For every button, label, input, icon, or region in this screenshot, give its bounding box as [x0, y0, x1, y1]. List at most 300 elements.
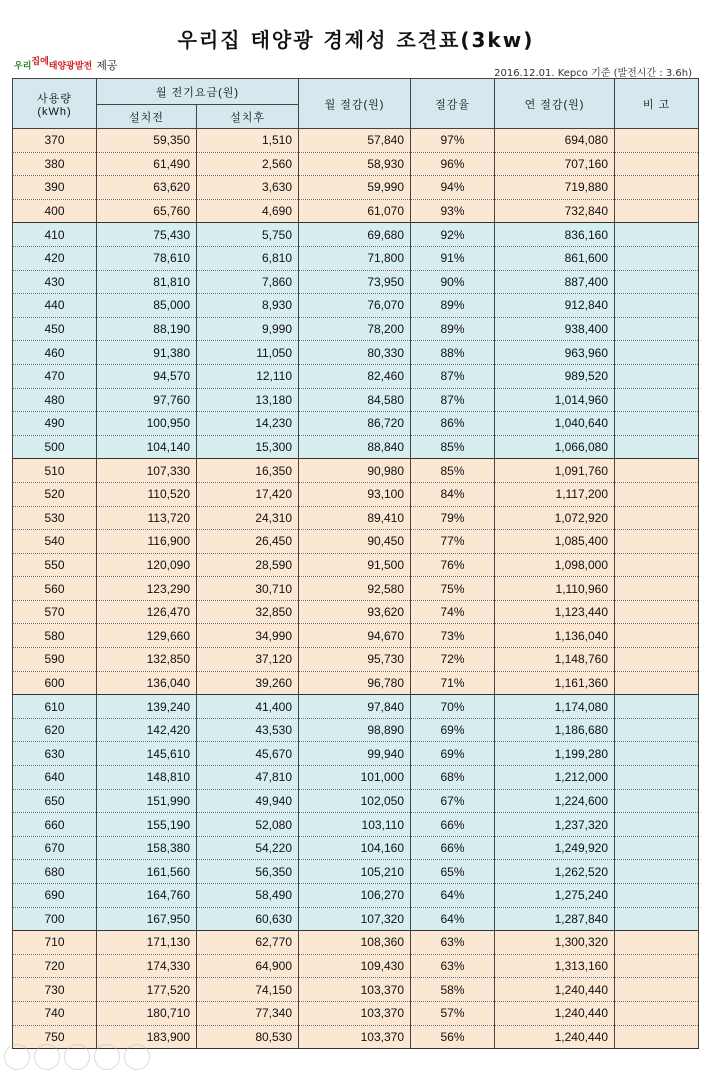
cell-usage: 500: [13, 435, 97, 459]
cell-after: 64,900: [197, 954, 299, 978]
cell-saving-rate: 64%: [411, 907, 495, 931]
cell-after: 34,990: [197, 624, 299, 648]
cell-after: 16,350: [197, 459, 299, 483]
cell-before: 151,990: [97, 789, 197, 813]
cell-after: 13,180: [197, 388, 299, 412]
cell-usage: 670: [13, 836, 97, 860]
cell-after: 9,990: [197, 317, 299, 341]
basis-note: 2016.12.01. Kepco 기준 (발전시간 : 3.6h): [494, 68, 692, 79]
table-row: [13, 530, 699, 554]
cell-before: 139,240: [97, 695, 197, 719]
cell-usage: 720: [13, 954, 97, 978]
cell-annual-saving: 1,110,960: [495, 577, 615, 601]
cell-monthly-saving: 103,370: [299, 1001, 411, 1025]
cell-annual-saving: 707,160: [495, 152, 615, 176]
cell-before: 81,810: [97, 270, 197, 294]
cell-usage: 630: [13, 742, 97, 766]
cell-before: 174,330: [97, 954, 197, 978]
cell-note: [615, 907, 699, 931]
cell-saving-rate: 93%: [411, 199, 495, 223]
cell-after: 58,490: [197, 884, 299, 908]
cell-note: [615, 435, 699, 459]
cell-before: 94,570: [97, 364, 197, 388]
logo-text-1: 우리: [14, 61, 32, 72]
cell-monthly-saving: 90,450: [299, 530, 411, 554]
cell-annual-saving: 1,313,160: [495, 954, 615, 978]
cell-annual-saving: 1,212,000: [495, 766, 615, 790]
cell-annual-saving: 1,240,440: [495, 1025, 615, 1049]
cell-saving-rate: 89%: [411, 317, 495, 341]
table-row: [13, 789, 699, 813]
table-header: [13, 79, 699, 129]
cell-usage: 510: [13, 459, 97, 483]
cell-before: 129,660: [97, 624, 197, 648]
cell-note: [615, 577, 699, 601]
cell-after: 12,110: [197, 364, 299, 388]
cell-monthly-saving: 61,070: [299, 199, 411, 223]
cell-before: 120,090: [97, 553, 197, 577]
cell-annual-saving: 1,249,920: [495, 836, 615, 860]
cell-before: 88,190: [97, 317, 197, 341]
cell-note: [615, 813, 699, 837]
cell-note: [615, 176, 699, 200]
cell-annual-saving: 732,840: [495, 199, 615, 223]
cell-after: 62,770: [197, 931, 299, 955]
cell-annual-saving: 1,161,360: [495, 671, 615, 695]
cell-before: 63,620: [97, 176, 197, 200]
cell-annual-saving: 887,400: [495, 270, 615, 294]
cell-usage: 600: [13, 671, 97, 695]
table-row: [13, 577, 699, 601]
cell-note: [615, 506, 699, 530]
cell-note: [615, 836, 699, 860]
cell-usage: 550: [13, 553, 97, 577]
cell-note: [615, 553, 699, 577]
cell-after: 3,630: [197, 176, 299, 200]
cell-monthly-saving: 107,320: [299, 907, 411, 931]
cell-before: 91,380: [97, 341, 197, 365]
cell-annual-saving: 1,085,400: [495, 530, 615, 554]
cell-usage: 400: [13, 199, 97, 223]
cell-after: 11,050: [197, 341, 299, 365]
cell-note: [615, 530, 699, 554]
cell-monthly-saving: 101,000: [299, 766, 411, 790]
cell-annual-saving: 1,117,200: [495, 482, 615, 506]
cell-before: 78,610: [97, 246, 197, 270]
cell-after: 43,530: [197, 718, 299, 742]
logo-text-3: 태양광발전: [48, 61, 93, 72]
table-row: [13, 1001, 699, 1025]
cell-note: [615, 718, 699, 742]
cell-monthly-saving: 105,210: [299, 860, 411, 884]
cell-after: 74,150: [197, 978, 299, 1002]
logo-text-2: 집에: [31, 57, 49, 67]
cell-after: 32,850: [197, 600, 299, 624]
cell-after: 24,310: [197, 506, 299, 530]
table-row: [13, 836, 699, 860]
cell-saving-rate: 85%: [411, 459, 495, 483]
cell-annual-saving: 1,136,040: [495, 624, 615, 648]
cell-note: [615, 766, 699, 790]
header-note: 비 고: [615, 79, 699, 129]
cell-after: 2,560: [197, 152, 299, 176]
cell-after: 45,670: [197, 742, 299, 766]
faint-icon: [94, 1044, 120, 1070]
cell-monthly-saving: 93,620: [299, 600, 411, 624]
table-row: [13, 648, 699, 672]
cell-note: [615, 624, 699, 648]
cell-monthly-saving: 109,430: [299, 954, 411, 978]
cell-before: 100,950: [97, 412, 197, 436]
cell-annual-saving: 963,960: [495, 341, 615, 365]
cell-saving-rate: 56%: [411, 1025, 495, 1049]
cell-monthly-saving: 88,840: [299, 435, 411, 459]
header-annual-saving: 연 절감(원): [495, 79, 615, 129]
cell-saving-rate: 58%: [411, 978, 495, 1002]
cell-note: [615, 1001, 699, 1025]
cell-note: [615, 600, 699, 624]
table-row: [13, 742, 699, 766]
cell-annual-saving: 1,123,440: [495, 600, 615, 624]
table-row: [13, 600, 699, 624]
cell-note: [615, 270, 699, 294]
cell-usage: 490: [13, 412, 97, 436]
faint-overlay-icons: [4, 1044, 154, 1076]
cell-saving-rate: 76%: [411, 553, 495, 577]
cell-note: [615, 294, 699, 318]
cell-saving-rate: 69%: [411, 718, 495, 742]
cell-monthly-saving: 108,360: [299, 931, 411, 955]
cell-note: [615, 199, 699, 223]
cell-before: 116,900: [97, 530, 197, 554]
cell-after: 80,530: [197, 1025, 299, 1049]
cell-before: 132,850: [97, 648, 197, 672]
cell-note: [615, 317, 699, 341]
cell-before: 155,190: [97, 813, 197, 837]
cell-monthly-saving: 69,680: [299, 223, 411, 247]
cell-saving-rate: 96%: [411, 152, 495, 176]
cell-annual-saving: 1,014,960: [495, 388, 615, 412]
cell-before: 104,140: [97, 435, 197, 459]
table-row: [13, 931, 699, 955]
cell-usage: 620: [13, 718, 97, 742]
page-title: 우리집 태양광 경제성 조견표(3kw): [177, 28, 535, 52]
cell-monthly-saving: 89,410: [299, 506, 411, 530]
cell-monthly-saving: 95,730: [299, 648, 411, 672]
table-row: [13, 954, 699, 978]
cell-before: 85,000: [97, 294, 197, 318]
cell-note: [615, 931, 699, 955]
cell-before: 113,720: [97, 506, 197, 530]
cell-monthly-saving: 96,780: [299, 671, 411, 695]
cell-usage: 450: [13, 317, 97, 341]
faint-icon: [4, 1044, 30, 1070]
cell-annual-saving: 1,098,000: [495, 553, 615, 577]
cell-monthly-saving: 91,500: [299, 553, 411, 577]
cell-monthly-saving: 78,200: [299, 317, 411, 341]
cell-note: [615, 978, 699, 1002]
cell-after: 1,510: [197, 129, 299, 153]
cell-after: 15,300: [197, 435, 299, 459]
cell-annual-saving: 1,072,920: [495, 506, 615, 530]
cell-monthly-saving: 80,330: [299, 341, 411, 365]
provider-logo: [14, 55, 118, 74]
cell-note: [615, 364, 699, 388]
cell-monthly-saving: 97,840: [299, 695, 411, 719]
cell-monthly-saving: 94,670: [299, 624, 411, 648]
cell-saving-rate: 63%: [411, 954, 495, 978]
cell-annual-saving: 861,600: [495, 246, 615, 270]
cell-monthly-saving: 102,050: [299, 789, 411, 813]
cell-annual-saving: 989,520: [495, 364, 615, 388]
cell-monthly-saving: 103,370: [299, 1025, 411, 1049]
cell-after: 17,420: [197, 482, 299, 506]
cell-note: [615, 459, 699, 483]
cell-monthly-saving: 59,990: [299, 176, 411, 200]
cell-after: 60,630: [197, 907, 299, 931]
table-row: [13, 884, 699, 908]
faint-icon: [124, 1044, 150, 1070]
cell-saving-rate: 90%: [411, 270, 495, 294]
cell-usage: 480: [13, 388, 97, 412]
cell-saving-rate: 94%: [411, 176, 495, 200]
cell-monthly-saving: 84,580: [299, 388, 411, 412]
cell-monthly-saving: 58,930: [299, 152, 411, 176]
cell-after: 37,120: [197, 648, 299, 672]
cell-note: [615, 860, 699, 884]
cell-saving-rate: 70%: [411, 695, 495, 719]
cell-before: 142,420: [97, 718, 197, 742]
cell-annual-saving: 1,148,760: [495, 648, 615, 672]
cell-usage: 520: [13, 482, 97, 506]
cell-saving-rate: 97%: [411, 129, 495, 153]
cell-annual-saving: 938,400: [495, 317, 615, 341]
cell-note: [615, 1025, 699, 1049]
cell-usage: 680: [13, 860, 97, 884]
cell-after: 52,080: [197, 813, 299, 837]
cell-annual-saving: 1,287,840: [495, 907, 615, 931]
cell-usage: 370: [13, 129, 97, 153]
header-usage-label: 사용량: [37, 92, 72, 105]
cell-usage: 440: [13, 294, 97, 318]
cell-annual-saving: 1,224,600: [495, 789, 615, 813]
cell-after: 5,750: [197, 223, 299, 247]
header-after: 설치후: [197, 105, 299, 129]
cell-note: [615, 412, 699, 436]
cell-before: 136,040: [97, 671, 197, 695]
cell-usage: 460: [13, 341, 97, 365]
economics-table: [12, 78, 699, 1049]
table-row: [13, 223, 699, 247]
cell-note: [615, 152, 699, 176]
table-row: [13, 129, 699, 153]
header-monthly-bill: 월 전기요금(원): [97, 79, 299, 105]
cell-after: 77,340: [197, 1001, 299, 1025]
header-saving-rate: 절감율: [411, 79, 495, 129]
table-row: [13, 176, 699, 200]
cell-note: [615, 695, 699, 719]
cell-usage: 730: [13, 978, 97, 1002]
cell-annual-saving: 1,186,680: [495, 718, 615, 742]
cell-saving-rate: 91%: [411, 246, 495, 270]
cell-before: 75,430: [97, 223, 197, 247]
cell-note: [615, 482, 699, 506]
table-row: [13, 341, 699, 365]
table-row: [13, 317, 699, 341]
cell-usage: 690: [13, 884, 97, 908]
faint-icon: [64, 1044, 90, 1070]
cell-before: 180,710: [97, 1001, 197, 1025]
cell-note: [615, 341, 699, 365]
cell-before: 123,290: [97, 577, 197, 601]
cell-before: 148,810: [97, 766, 197, 790]
cell-saving-rate: 88%: [411, 341, 495, 365]
header-usage-unit: (kWh): [37, 105, 72, 118]
cell-before: 107,330: [97, 459, 197, 483]
cell-before: 164,760: [97, 884, 197, 908]
cell-annual-saving: 1,275,240: [495, 884, 615, 908]
table-row: [13, 907, 699, 931]
cell-monthly-saving: 99,940: [299, 742, 411, 766]
cell-usage: 410: [13, 223, 97, 247]
cell-before: 65,760: [97, 199, 197, 223]
cell-saving-rate: 85%: [411, 435, 495, 459]
cell-usage: 570: [13, 600, 97, 624]
cell-saving-rate: 92%: [411, 223, 495, 247]
cell-annual-saving: 694,080: [495, 129, 615, 153]
cell-after: 8,930: [197, 294, 299, 318]
cell-saving-rate: 74%: [411, 600, 495, 624]
cell-before: 126,470: [97, 600, 197, 624]
cell-note: [615, 954, 699, 978]
table-row: [13, 813, 699, 837]
cell-usage: 420: [13, 246, 97, 270]
cell-before: 59,350: [97, 129, 197, 153]
table-row: [13, 624, 699, 648]
cell-saving-rate: 87%: [411, 364, 495, 388]
cell-saving-rate: 64%: [411, 884, 495, 908]
cell-before: 110,520: [97, 482, 197, 506]
cell-monthly-saving: 103,110: [299, 813, 411, 837]
cell-monthly-saving: 103,370: [299, 978, 411, 1002]
cell-usage: 610: [13, 695, 97, 719]
cell-note: [615, 789, 699, 813]
cell-saving-rate: 71%: [411, 671, 495, 695]
cell-before: 183,900: [97, 1025, 197, 1049]
cell-before: 158,380: [97, 836, 197, 860]
cell-usage: 740: [13, 1001, 97, 1025]
cell-after: 47,810: [197, 766, 299, 790]
cell-before: 167,950: [97, 907, 197, 931]
cell-annual-saving: 1,240,440: [495, 978, 615, 1002]
cell-before: 171,130: [97, 931, 197, 955]
table-row: [13, 199, 699, 223]
table-row: [13, 978, 699, 1002]
cell-monthly-saving: 98,890: [299, 718, 411, 742]
cell-annual-saving: 1,174,080: [495, 695, 615, 719]
cell-monthly-saving: 90,980: [299, 459, 411, 483]
cell-note: [615, 648, 699, 672]
cell-usage: 640: [13, 766, 97, 790]
table-row: [13, 388, 699, 412]
cell-usage: 380: [13, 152, 97, 176]
cell-annual-saving: 1,040,640: [495, 412, 615, 436]
table-row: [13, 860, 699, 884]
cell-saving-rate: 63%: [411, 931, 495, 955]
table-row: [13, 671, 699, 695]
cell-note: [615, 884, 699, 908]
cell-usage: 710: [13, 931, 97, 955]
cell-after: 54,220: [197, 836, 299, 860]
cell-after: 56,350: [197, 860, 299, 884]
cell-note: [615, 388, 699, 412]
cell-saving-rate: 86%: [411, 412, 495, 436]
cell-monthly-saving: 76,070: [299, 294, 411, 318]
cell-after: 7,860: [197, 270, 299, 294]
table-row: [13, 482, 699, 506]
cell-usage: 470: [13, 364, 97, 388]
cell-saving-rate: 68%: [411, 766, 495, 790]
table-row: [13, 364, 699, 388]
cell-saving-rate: 66%: [411, 813, 495, 837]
cell-before: 161,560: [97, 860, 197, 884]
table-row: [13, 246, 699, 270]
header-monthly-saving: 월 절감(원): [299, 79, 411, 129]
cell-after: 28,590: [197, 553, 299, 577]
cell-note: [615, 671, 699, 695]
cell-annual-saving: 1,237,320: [495, 813, 615, 837]
cell-saving-rate: 75%: [411, 577, 495, 601]
cell-saving-rate: 79%: [411, 506, 495, 530]
cell-usage: 700: [13, 907, 97, 931]
table-row: [13, 435, 699, 459]
cell-saving-rate: 73%: [411, 624, 495, 648]
cell-monthly-saving: 106,270: [299, 884, 411, 908]
header-usage: [13, 79, 97, 129]
cell-monthly-saving: 82,460: [299, 364, 411, 388]
faint-icon: [34, 1044, 60, 1070]
cell-annual-saving: 912,840: [495, 294, 615, 318]
cell-before: 177,520: [97, 978, 197, 1002]
cell-annual-saving: 1,091,760: [495, 459, 615, 483]
cell-saving-rate: 66%: [411, 836, 495, 860]
cell-after: 49,940: [197, 789, 299, 813]
cell-usage: 390: [13, 176, 97, 200]
table-row: [13, 766, 699, 790]
cell-monthly-saving: 92,580: [299, 577, 411, 601]
cell-usage: 590: [13, 648, 97, 672]
cell-after: 39,260: [197, 671, 299, 695]
cell-usage: 560: [13, 577, 97, 601]
cell-annual-saving: 1,240,440: [495, 1001, 615, 1025]
cell-usage: 540: [13, 530, 97, 554]
cell-annual-saving: 836,160: [495, 223, 615, 247]
cell-saving-rate: 69%: [411, 742, 495, 766]
cell-after: 4,690: [197, 199, 299, 223]
cell-note: [615, 223, 699, 247]
cell-usage: 530: [13, 506, 97, 530]
cell-usage: 650: [13, 789, 97, 813]
cell-saving-rate: 67%: [411, 789, 495, 813]
table-row: [13, 412, 699, 436]
cell-after: 14,230: [197, 412, 299, 436]
table-row: [13, 718, 699, 742]
cell-annual-saving: 1,199,280: [495, 742, 615, 766]
cell-usage: 660: [13, 813, 97, 837]
cell-saving-rate: 89%: [411, 294, 495, 318]
table-row: [13, 294, 699, 318]
cell-monthly-saving: 73,950: [299, 270, 411, 294]
